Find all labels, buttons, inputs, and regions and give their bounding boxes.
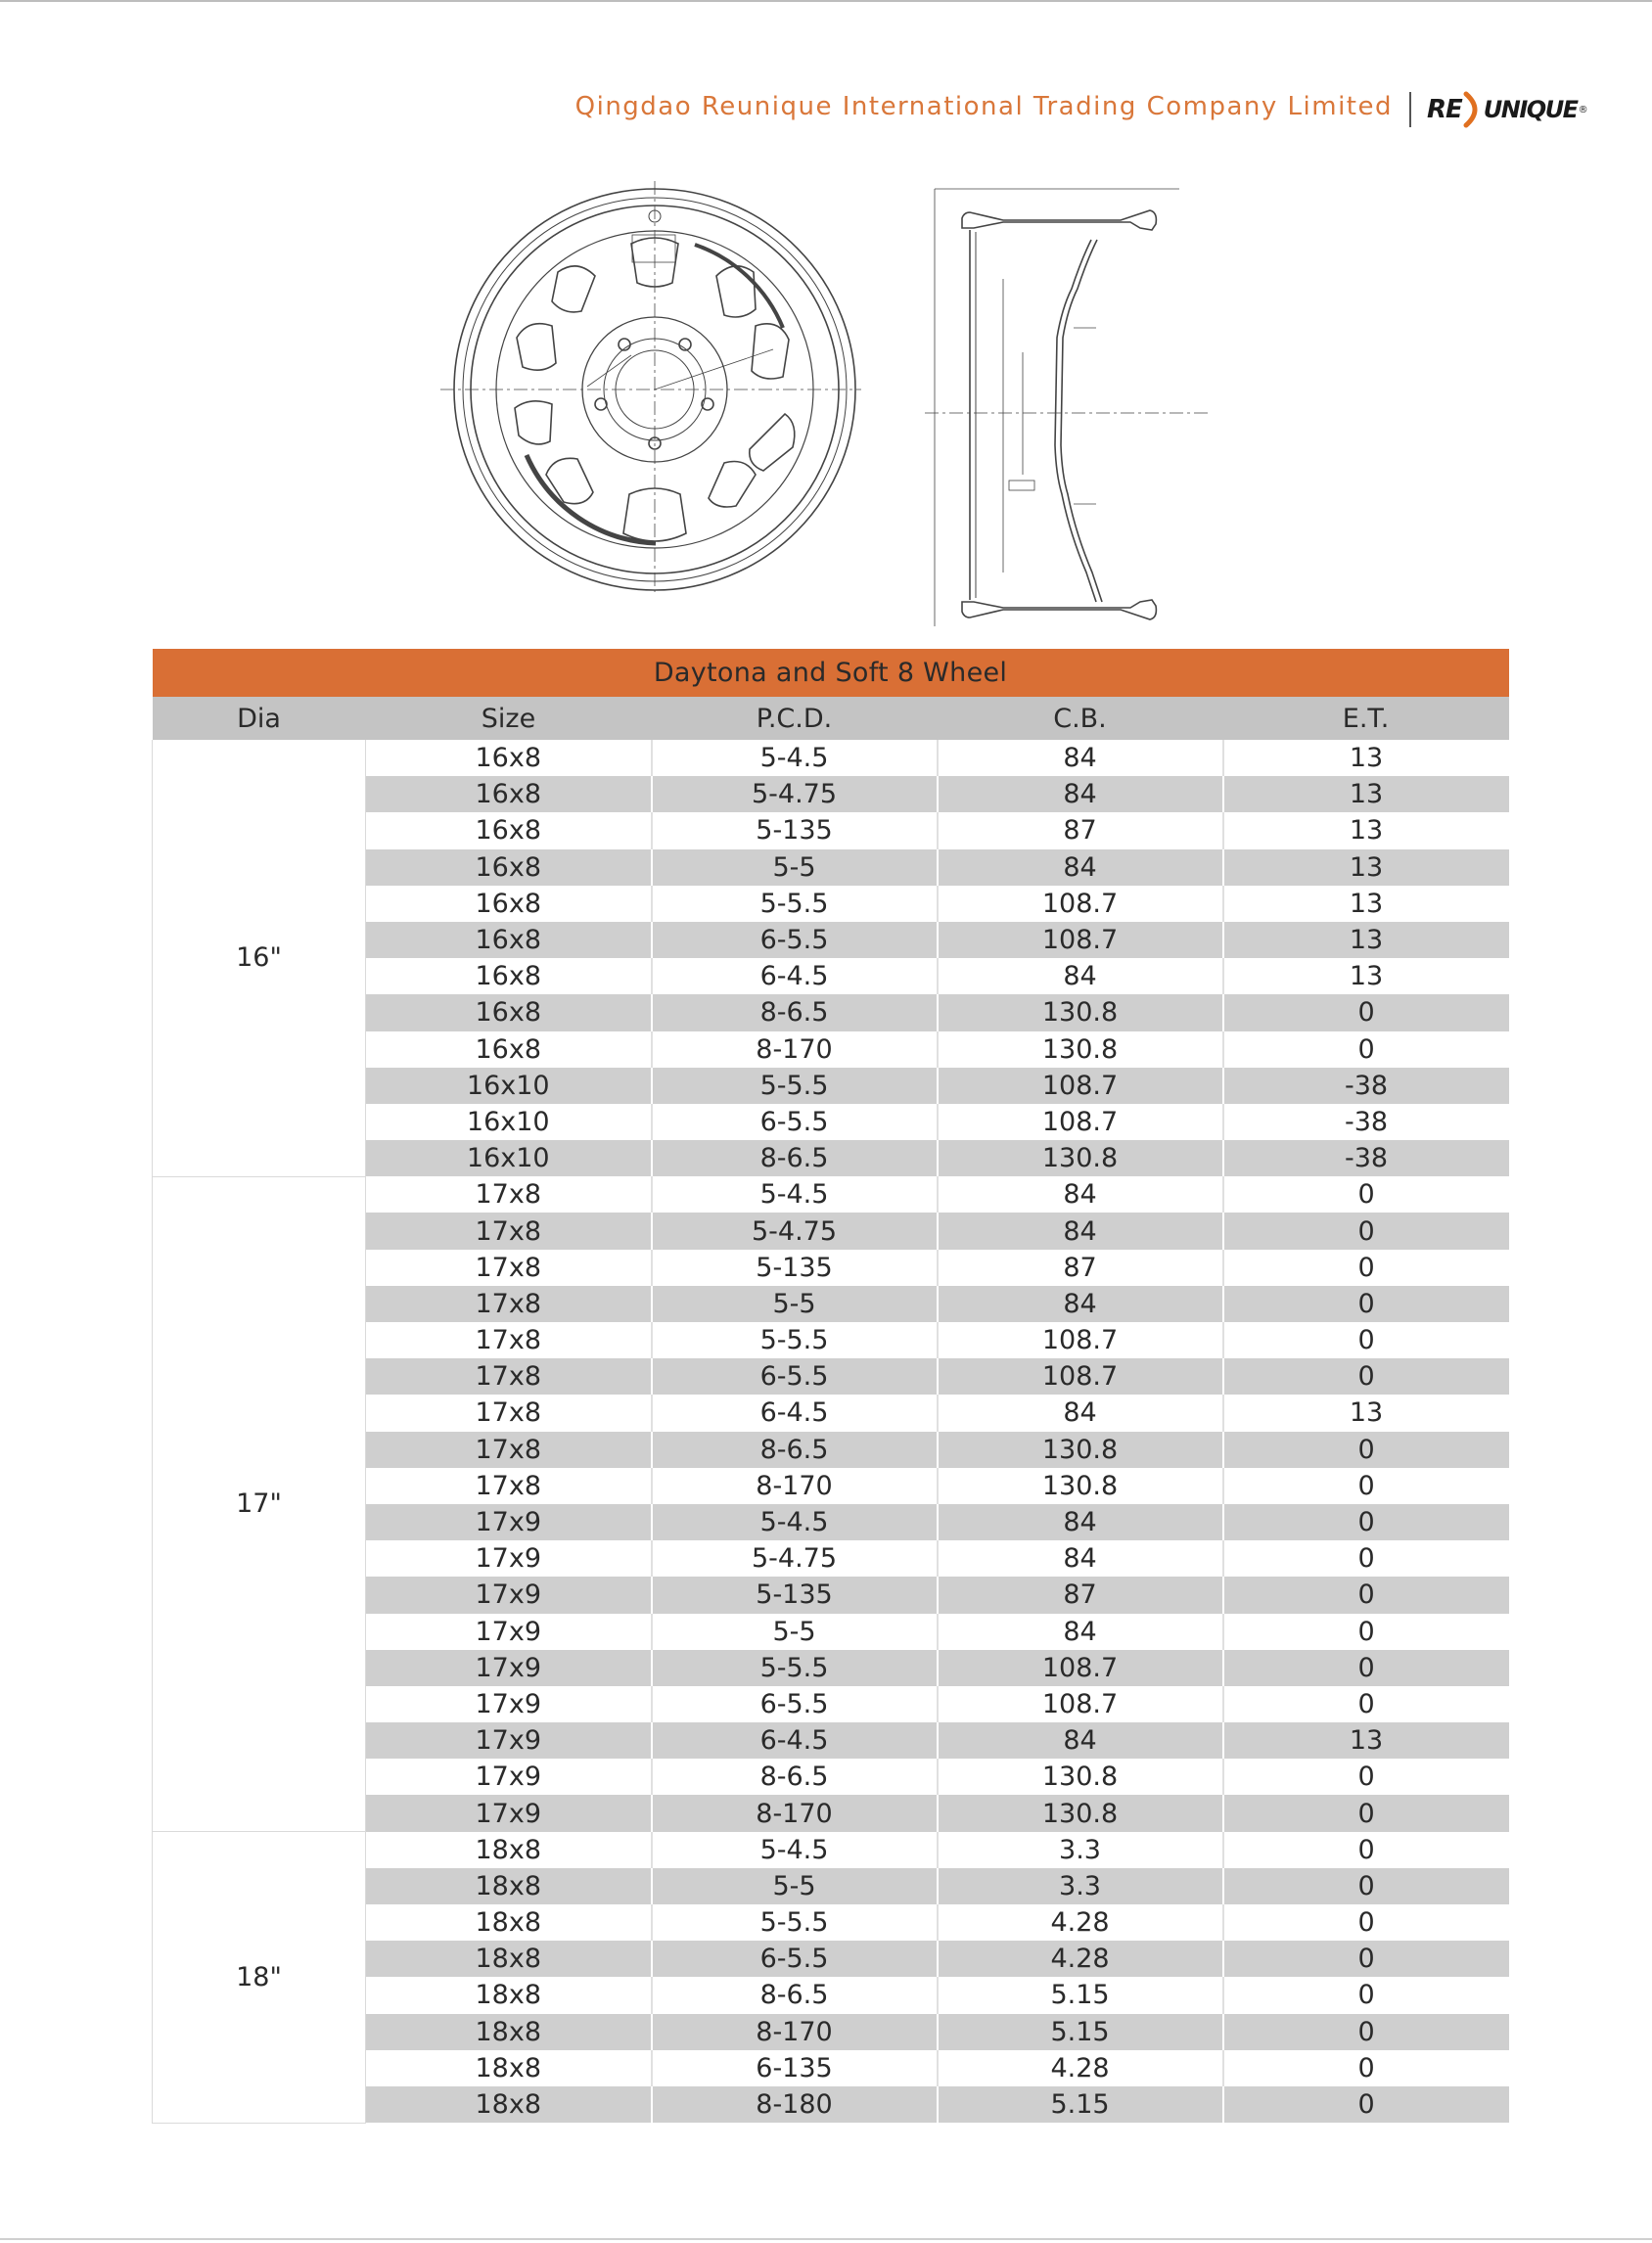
cb-cell: 84 — [938, 1540, 1223, 1577]
wheel-front-view-drawing — [440, 181, 861, 592]
size-cell: 16x10 — [366, 1104, 652, 1140]
pcd-cell: 5-5 — [652, 849, 938, 886]
et-cell: 0 — [1223, 1540, 1509, 1577]
cb-cell: 84 — [938, 1504, 1223, 1540]
cb-cell: 84 — [938, 958, 1223, 994]
pcd-cell: 8-6.5 — [652, 994, 938, 1030]
pcd-cell: 5-5.5 — [652, 1650, 938, 1686]
cb-cell: 84 — [938, 1286, 1223, 1322]
et-cell: 0 — [1223, 1322, 1509, 1358]
et-cell: 0 — [1223, 1577, 1509, 1613]
cb-cell: 108.7 — [938, 1068, 1223, 1104]
size-cell: 16x10 — [366, 1140, 652, 1176]
pcd-cell: 8-170 — [652, 1795, 938, 1831]
table-row — [153, 1176, 1509, 1213]
et-cell: 0 — [1223, 994, 1509, 1030]
company-name: Qingdao Reunique International Trading Company Limited — [574, 92, 1393, 121]
table-header-row — [153, 697, 1509, 740]
pcd-cell: 6-5.5 — [652, 1104, 938, 1140]
size-cell: 16x8 — [366, 812, 652, 848]
size-cell: 16x8 — [366, 922, 652, 958]
et-cell: -38 — [1223, 1140, 1509, 1176]
et-cell: 0 — [1223, 1432, 1509, 1468]
cb-cell: 84 — [938, 776, 1223, 812]
size-cell: 16x10 — [366, 1068, 652, 1104]
cb-cell: 130.8 — [938, 1140, 1223, 1176]
table-body — [153, 740, 1509, 2123]
cb-cell: 108.7 — [938, 1322, 1223, 1358]
et-cell: 0 — [1223, 1904, 1509, 1941]
et-cell: 0 — [1223, 1176, 1509, 1213]
pcd-cell: 6-4.5 — [652, 1722, 938, 1759]
cb-cell: 84 — [938, 1176, 1223, 1213]
size-cell: 17x8 — [366, 1213, 652, 1249]
pcd-cell: 8-6.5 — [652, 1140, 938, 1176]
pcd-cell: 5-4.75 — [652, 776, 938, 812]
size-cell: 17x8 — [366, 1322, 652, 1358]
cb-cell: 108.7 — [938, 1650, 1223, 1686]
top-border-line — [0, 0, 1652, 2]
cb-cell: 5.15 — [938, 1977, 1223, 2013]
size-cell: 16x8 — [366, 849, 652, 886]
cb-cell: 87 — [938, 1250, 1223, 1286]
et-cell: 13 — [1223, 1722, 1509, 1759]
cb-cell: 108.7 — [938, 922, 1223, 958]
et-cell: 0 — [1223, 2086, 1509, 2123]
et-cell: 13 — [1223, 886, 1509, 922]
size-cell: 18x8 — [366, 2014, 652, 2050]
pcd-cell: 6-5.5 — [652, 922, 938, 958]
wheel-cross-section-drawing — [925, 181, 1209, 631]
company-logo — [1427, 90, 1588, 129]
size-cell: 16x8 — [366, 958, 652, 994]
table-row — [153, 1832, 1509, 1868]
size-cell: 18x8 — [366, 1941, 652, 1977]
size-cell: 16x8 — [366, 886, 652, 922]
cb-cell: 108.7 — [938, 1104, 1223, 1140]
et-cell: 13 — [1223, 958, 1509, 994]
cb-cell: 3.3 — [938, 1868, 1223, 1904]
et-cell: 13 — [1223, 849, 1509, 886]
dia-cell: 18" — [153, 1832, 366, 2124]
et-cell: 0 — [1223, 1795, 1509, 1831]
size-cell: 17x8 — [366, 1176, 652, 1213]
cb-cell: 130.8 — [938, 1468, 1223, 1504]
pcd-cell: 5-4.5 — [652, 1504, 938, 1540]
pcd-cell: 5-5 — [652, 1868, 938, 1904]
wheel-spec-table — [152, 649, 1509, 2124]
table-row — [153, 740, 1509, 776]
table-title: Daytona and Soft 8 Wheel — [153, 649, 1509, 697]
size-cell: 16x8 — [366, 1031, 652, 1068]
table-title-row — [153, 649, 1509, 697]
size-cell: 16x8 — [366, 740, 652, 776]
cb-cell: 87 — [938, 1577, 1223, 1613]
et-cell: 0 — [1223, 1941, 1509, 1977]
column-header-pcd: P.C.D. — [652, 697, 938, 740]
pcd-cell: 6-5.5 — [652, 1941, 938, 1977]
pcd-cell: 8-6.5 — [652, 1977, 938, 2013]
pcd-cell: 5-4.75 — [652, 1540, 938, 1577]
pcd-cell: 5-4.75 — [652, 1213, 938, 1249]
page-header — [0, 90, 1652, 129]
size-cell: 18x8 — [366, 1868, 652, 1904]
size-cell: 18x8 — [366, 1904, 652, 1941]
cb-cell: 130.8 — [938, 1795, 1223, 1831]
logo-text-left: RE — [1427, 95, 1462, 124]
size-cell: 18x8 — [366, 1977, 652, 2013]
pcd-cell: 5-135 — [652, 1250, 938, 1286]
logo-text-right: UNIQUE — [1483, 96, 1578, 123]
et-cell: 0 — [1223, 1468, 1509, 1504]
size-cell: 17x9 — [366, 1795, 652, 1831]
size-cell: 16x8 — [366, 994, 652, 1030]
size-cell: 17x9 — [366, 1540, 652, 1577]
size-cell: 17x9 — [366, 1614, 652, 1650]
size-cell: 17x8 — [366, 1432, 652, 1468]
pcd-cell: 5-5 — [652, 1614, 938, 1650]
column-header-dia: Dia — [153, 697, 366, 740]
size-cell: 17x9 — [366, 1504, 652, 1540]
pcd-cell: 5-5.5 — [652, 1904, 938, 1941]
cb-cell: 5.15 — [938, 2086, 1223, 2123]
size-cell: 17x9 — [366, 1577, 652, 1613]
et-cell: 0 — [1223, 1358, 1509, 1395]
pcd-cell: 5-5.5 — [652, 1068, 938, 1104]
cb-cell: 130.8 — [938, 1031, 1223, 1068]
cb-cell: 84 — [938, 1722, 1223, 1759]
size-cell: 18x8 — [366, 2086, 652, 2123]
cb-cell: 5.15 — [938, 2014, 1223, 2050]
et-cell: 13 — [1223, 1395, 1509, 1431]
cb-cell: 84 — [938, 849, 1223, 886]
cb-cell: 3.3 — [938, 1832, 1223, 1868]
pcd-cell: 6-135 — [652, 2050, 938, 2086]
column-header-size: Size — [366, 697, 652, 740]
pcd-cell: 8-6.5 — [652, 1759, 938, 1795]
registered-mark: ® — [1578, 104, 1588, 115]
et-cell: 0 — [1223, 1686, 1509, 1722]
cb-cell: 108.7 — [938, 1358, 1223, 1395]
size-cell: 18x8 — [366, 1832, 652, 1868]
et-cell: 0 — [1223, 1832, 1509, 1868]
size-cell: 17x8 — [366, 1250, 652, 1286]
pcd-cell: 6-5.5 — [652, 1686, 938, 1722]
pcd-cell: 5-4.5 — [652, 1832, 938, 1868]
et-cell: -38 — [1223, 1068, 1509, 1104]
cb-cell: 84 — [938, 1614, 1223, 1650]
et-cell: 0 — [1223, 1759, 1509, 1795]
cb-cell: 84 — [938, 1395, 1223, 1431]
pcd-cell: 5-5.5 — [652, 1322, 938, 1358]
cb-cell: 130.8 — [938, 1432, 1223, 1468]
et-cell: 0 — [1223, 1977, 1509, 2013]
size-cell: 17x8 — [366, 1358, 652, 1395]
et-cell: -38 — [1223, 1104, 1509, 1140]
et-cell: 0 — [1223, 1250, 1509, 1286]
pcd-cell: 5-4.5 — [652, 1176, 938, 1213]
et-cell: 13 — [1223, 740, 1509, 776]
pcd-cell: 5-5 — [652, 1286, 938, 1322]
size-cell: 17x8 — [366, 1395, 652, 1431]
et-cell: 0 — [1223, 1213, 1509, 1249]
pcd-cell: 5-4.5 — [652, 740, 938, 776]
pcd-cell: 5-135 — [652, 812, 938, 848]
column-header-cb: C.B. — [938, 697, 1223, 740]
et-cell: 0 — [1223, 1614, 1509, 1650]
size-cell: 17x9 — [366, 1722, 652, 1759]
et-cell: 0 — [1223, 1868, 1509, 1904]
pcd-cell: 5-5.5 — [652, 886, 938, 922]
cb-cell: 4.28 — [938, 2050, 1223, 2086]
size-cell: 17x8 — [366, 1468, 652, 1504]
logo-swoosh-icon — [1460, 90, 1486, 129]
cb-cell: 4.28 — [938, 1941, 1223, 1977]
size-cell: 17x9 — [366, 1686, 652, 1722]
pcd-cell: 8-170 — [652, 2014, 938, 2050]
et-cell: 0 — [1223, 1504, 1509, 1540]
cb-cell: 84 — [938, 1213, 1223, 1249]
dia-cell: 16" — [153, 740, 366, 1176]
cb-cell: 87 — [938, 812, 1223, 848]
size-cell: 17x9 — [366, 1759, 652, 1795]
pcd-cell: 8-170 — [652, 1468, 938, 1504]
cb-cell: 84 — [938, 740, 1223, 776]
cb-cell: 108.7 — [938, 886, 1223, 922]
pcd-cell: 6-4.5 — [652, 958, 938, 994]
cb-cell: 130.8 — [938, 1759, 1223, 1795]
cb-cell: 108.7 — [938, 1686, 1223, 1722]
et-cell: 13 — [1223, 922, 1509, 958]
et-cell: 13 — [1223, 812, 1509, 848]
size-cell: 16x8 — [366, 776, 652, 812]
size-cell: 17x8 — [366, 1286, 652, 1322]
et-cell: 0 — [1223, 1650, 1509, 1686]
pcd-cell: 6-5.5 — [652, 1358, 938, 1395]
et-cell: 0 — [1223, 2014, 1509, 2050]
column-header-et: E.T. — [1223, 697, 1509, 740]
bottom-border-line — [0, 2238, 1652, 2240]
size-cell: 18x8 — [366, 2050, 652, 2086]
cb-cell: 4.28 — [938, 1904, 1223, 1941]
et-cell: 13 — [1223, 776, 1509, 812]
size-cell: 17x9 — [366, 1650, 652, 1686]
dia-cell: 17" — [153, 1176, 366, 1831]
cb-cell: 130.8 — [938, 994, 1223, 1030]
pcd-cell: 8-180 — [652, 2086, 938, 2123]
et-cell: 0 — [1223, 1031, 1509, 1068]
pcd-cell: 8-6.5 — [652, 1432, 938, 1468]
pcd-cell: 8-170 — [652, 1031, 938, 1068]
header-divider — [1409, 92, 1411, 127]
et-cell: 0 — [1223, 2050, 1509, 2086]
et-cell: 0 — [1223, 1286, 1509, 1322]
pcd-cell: 6-4.5 — [652, 1395, 938, 1431]
pcd-cell: 5-135 — [652, 1577, 938, 1613]
